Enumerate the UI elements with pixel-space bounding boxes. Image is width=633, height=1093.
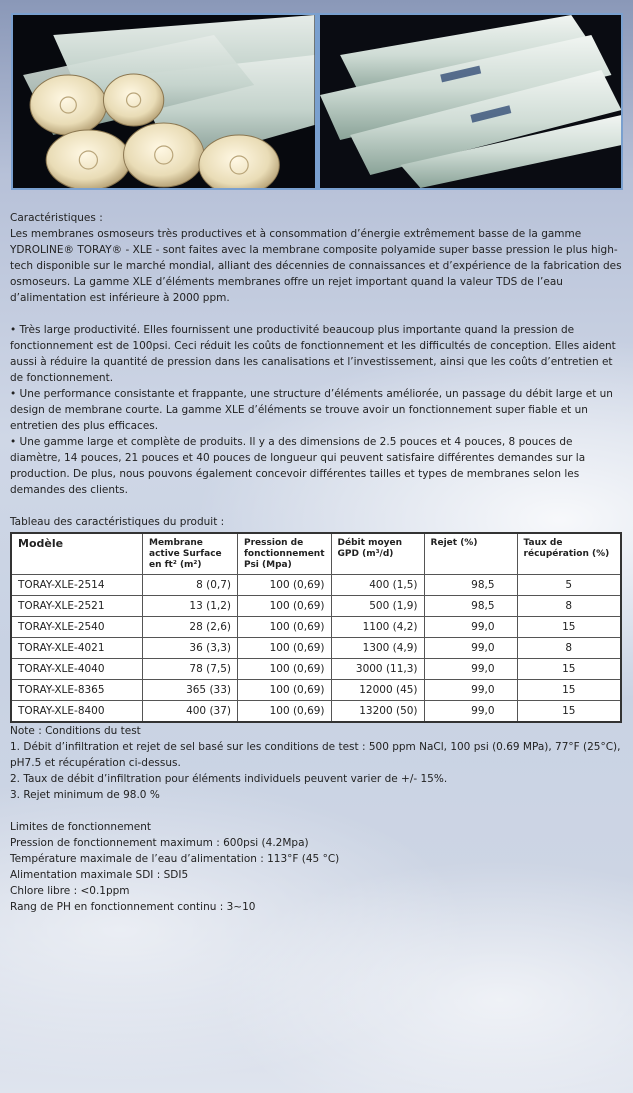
limit-item: Alimentation maximale SDI : SDI5 xyxy=(10,869,189,881)
feature-bullet: • Très large productivité. Elles fournissent une productivité beaucoup plus importante quand la pression de fonctionnement est de 100psi. Ceci réduit les coûts de fonctionnement et les difficultés de conception. Elles aident aussi à réduire la quantité de pression dans les canalisations et l’investissement, ainsi que les coûts d’entretien et de fonctionnement. xyxy=(10,324,616,384)
cell-pressure: 100 (0,69) xyxy=(238,617,332,638)
feature-bullet: • Une performance consistante et frappante, une structure d’éléments améliorée, un passage du débit large et un design de membrane courte. La gamme XLE d’éléments se trouve avoir un fonctionnement super fiable et un entretien des plus efficaces. xyxy=(10,388,613,432)
cell-recovery: 15 xyxy=(517,680,621,701)
table-row xyxy=(11,701,621,723)
table-row xyxy=(11,575,621,596)
cell-rejection: 99,0 xyxy=(424,701,517,723)
product-specs-table xyxy=(10,532,622,723)
limit-item: Chlore libre : <0.1ppm xyxy=(10,885,130,897)
notes-heading: Note : Conditions du test xyxy=(10,725,141,737)
cell-model: TORAY-XLE-2514 xyxy=(11,575,143,596)
cell-model: TORAY-XLE-2521 xyxy=(11,596,143,617)
cell-surface: 78 (7,5) xyxy=(143,659,238,680)
cell-pressure: 100 (0,69) xyxy=(238,659,332,680)
product-description xyxy=(10,210,622,915)
features-heading: Caractéristiques : xyxy=(10,212,103,224)
feature-bullet: • Une gamme large et complète de produits. Il y a des dimensions de 2.5 pouces et 4 pouces, 8 pouces de diamètre, 14 pouces, 21 pouces et 40 pouces de longueur qui peuvent satisfaire différentes demandes sur la production. De plus, nous pouvons également concevoir différentes tailles et types de membranes selon les demandes des clients. xyxy=(10,436,586,496)
cell-flow: 3000 (11,3) xyxy=(331,659,424,680)
limit-item: Pression de fonctionnement maximum : 600psi (4.2Mpa) xyxy=(10,837,309,849)
cell-flow: 1300 (4,9) xyxy=(331,638,424,659)
cell-surface: 28 (2,6) xyxy=(143,617,238,638)
cell-recovery: 15 xyxy=(517,701,621,723)
cell-surface: 365 (33) xyxy=(143,680,238,701)
note-item: 2. Taux de débit d’infiltration pour éléments individuels peuvent varier de +/- 15%. xyxy=(10,773,448,785)
limit-item: Rang de PH en fonctionnement continu : 3~10 xyxy=(10,901,256,913)
limits-heading: Limites de fonctionnement xyxy=(10,821,151,833)
cell-flow: 400 (1,5) xyxy=(331,575,424,596)
cell-recovery: 15 xyxy=(517,659,621,680)
col-header-recovery: Taux de récupération (%) xyxy=(517,533,621,575)
table-row xyxy=(11,680,621,701)
cell-recovery: 5 xyxy=(517,575,621,596)
membrane-tubes-photo xyxy=(320,15,622,188)
membrane-end-caps-photo xyxy=(13,15,315,188)
cell-surface: 400 (37) xyxy=(143,701,238,723)
cell-model: TORAY-XLE-4021 xyxy=(11,638,143,659)
cell-rejection: 99,0 xyxy=(424,680,517,701)
cell-surface: 13 (1,2) xyxy=(143,596,238,617)
cell-surface: 36 (3,3) xyxy=(143,638,238,659)
features-intro: Les membranes osmoseurs très productives et à consommation d’énergie extrêmement basse de la gamme YDROLINE® TORAY® - XLE - sont faites avec la membrane composite polyamide super basse pression le plus high-tech disponible sur le marché mondial, alliant des décennies de connaissances et d’expérience de la fabrication des osmoseurs. La gamme XLE d’éléments membranes offre un rejet important quand la valeur TDS de l’eau d’alimentation est inférieure à 2000 ppm. xyxy=(10,228,622,304)
cell-rejection: 98,5 xyxy=(424,596,517,617)
col-header-surface: Membrane active Surface en ft² (m²) xyxy=(143,533,238,575)
table-row xyxy=(11,617,621,638)
col-header-flow: Débit moyen GPD (m³/d) xyxy=(331,533,424,575)
cell-pressure: 100 (0,69) xyxy=(238,638,332,659)
cell-flow: 13200 (50) xyxy=(331,701,424,723)
table-row xyxy=(11,638,621,659)
limit-item: Température maximale de l’eau d’alimentation : 113°F (45 °C) xyxy=(10,853,340,865)
cell-rejection: 98,5 xyxy=(424,575,517,596)
cell-recovery: 15 xyxy=(517,617,621,638)
cell-model: TORAY-XLE-2540 xyxy=(11,617,143,638)
cell-rejection: 99,0 xyxy=(424,638,517,659)
table-caption: Tableau des caractéristiques du produit : xyxy=(10,516,225,528)
cell-rejection: 99,0 xyxy=(424,659,517,680)
cell-recovery: 8 xyxy=(517,638,621,659)
cell-surface: 8 (0,7) xyxy=(143,575,238,596)
cell-pressure: 100 (0,69) xyxy=(238,575,332,596)
cell-recovery: 8 xyxy=(517,596,621,617)
table-row xyxy=(11,659,621,680)
cell-pressure: 100 (0,69) xyxy=(238,596,332,617)
table-row xyxy=(11,596,621,617)
cell-model: TORAY-XLE-8400 xyxy=(11,701,143,723)
product-photos xyxy=(11,13,623,190)
cell-rejection: 99,0 xyxy=(424,617,517,638)
note-item: 3. Rejet minimum de 98.0 % xyxy=(10,789,160,801)
cell-flow: 500 (1,9) xyxy=(331,596,424,617)
col-header-rejection: Rejet (%) xyxy=(424,533,517,575)
col-header-pressure: Pression de fonctionnement Psi (Mpa) xyxy=(238,533,332,575)
cell-model: TORAY-XLE-8365 xyxy=(11,680,143,701)
cell-pressure: 100 (0,69) xyxy=(238,680,332,701)
cell-pressure: 100 (0,69) xyxy=(238,701,332,723)
cell-model: TORAY-XLE-4040 xyxy=(11,659,143,680)
cell-flow: 1100 (4,2) xyxy=(331,617,424,638)
table-header-row xyxy=(11,533,621,575)
note-item: 1. Débit d’infiltration et rejet de sel basé sur les conditions de test : 500 ppm NaCl, 100 psi (0.69 MPa), 77°F (25°C), pH7.5 et récupération ci-dessus. xyxy=(10,741,621,769)
cell-flow: 12000 (45) xyxy=(331,680,424,701)
col-header-model: Modèle xyxy=(11,533,143,575)
